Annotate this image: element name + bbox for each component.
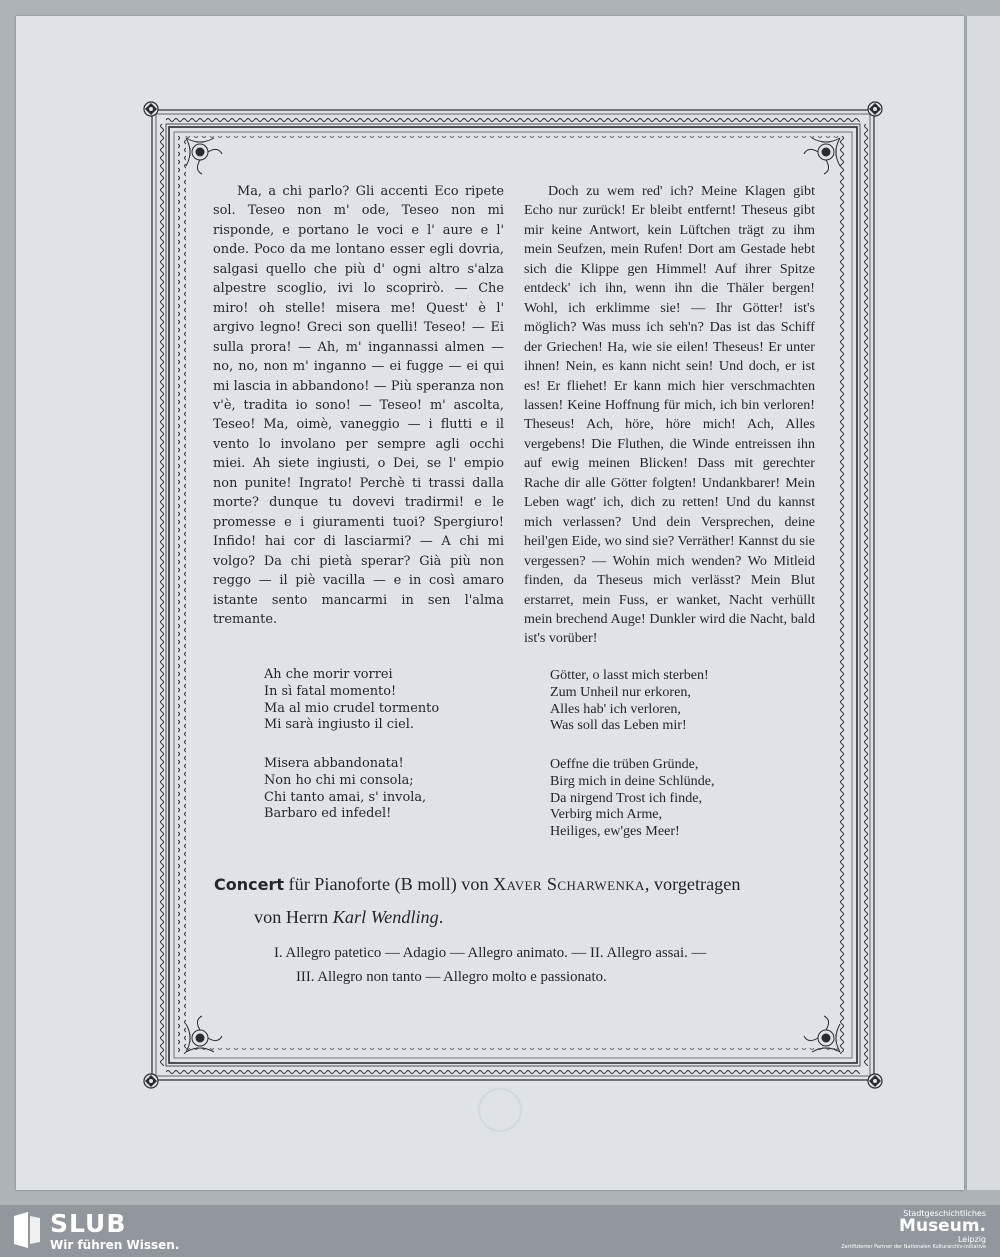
verse-line: Alles hab' ich verloren, xyxy=(550,700,681,717)
concert-description: für Pianoforte (B moll) von xyxy=(288,874,489,894)
german-aria-stanza-2 xyxy=(550,756,715,840)
verse-line: Zum Unheil nur erkoren, xyxy=(550,683,691,700)
verse-line: Oeffne die trüben Gründe, xyxy=(550,756,699,772)
concert-verb: , vorgetragen xyxy=(644,874,741,894)
movements-line-2: III. Allegro non tanto — Allegro molto e passionato. xyxy=(296,969,607,985)
verse-line: Da nirgend Trost ich finde, xyxy=(550,789,703,806)
library-tagline: Wir führen Wissen. xyxy=(50,1238,180,1252)
verse-line: Ma al mio crudel tormento xyxy=(264,700,440,716)
slub-logo-icon xyxy=(12,1212,42,1248)
concert-word: Concert xyxy=(214,875,284,894)
museum-note: Zertifizierter Partner der Nationalen Kulturarchiv-Initiative xyxy=(841,1244,986,1250)
italian-recitative-text: Ma, a chi parlo? Gli accenti Eco ripete sol. Teseo non m' ode, Teseo non mi risponde, e portano le voci e l' aure e l' onde. Poco da me lontano esser egli dovria, salgasi quello che più d' ogni altro s'alza alpestre scoglio, ivi lo scoprirò. — Che miro! oh stelle! misera me! Quest' è l' argivo legno! Greci son quelli! Teseo! — Ei sulla prora! — Ah, m' ingannassi almen — no, no, non m' inganno — ei fugge — ei qui mi lascia in abbandono! — Più speranza non v'è, tradita io sono! — Teseo! m' ascolta, Teseo! Ma, oimè, vaneggio — i flutti e il vento lo involano per sempre agli occhi miei. Ah siete ingiusti, o Dei, se l' empio non punite! Ingrato! Perchè ti trassi dalla morte? dunque tu dovevi tradirmi! e le promesse e i giuramenti tuoi? Spergiuro! Infido! hai cor di lasciarmi? — A chi mi volgo? Da chi pietà sperar? Già più non reggo — il piè vacilla — e in così amaro istante sento mancarmi in sen l'alma tremante. xyxy=(213,184,504,627)
library-name: SLUB xyxy=(50,1209,127,1238)
italian-aria-stanza-2 xyxy=(264,756,426,823)
verse-line: Chi tanto amai, s' invola, xyxy=(264,789,427,805)
verse-line: Mi sarà ingiusto il ciel. xyxy=(264,717,414,733)
italian-aria-stanza-1 xyxy=(264,667,439,734)
verse-line: Götter, o lasst mich sterben! xyxy=(550,667,709,683)
verse-line: Heiliges, ew'ges Meer! xyxy=(550,823,680,840)
verse-line: Was soll das Leben mir! xyxy=(550,717,687,734)
museum-name: Museum. xyxy=(899,1216,986,1236)
performer-name: Karl Wendling xyxy=(332,907,439,927)
performer-line xyxy=(214,901,818,934)
composer-name: Xaver Scharwenka xyxy=(493,874,645,894)
movements-list xyxy=(274,941,820,989)
verse-line: Non ho chi mi consola; xyxy=(264,772,414,788)
performer-prefix: von Herrn xyxy=(254,907,329,927)
concert-heading xyxy=(214,868,818,934)
museum-logo xyxy=(841,1209,986,1250)
movements-line-1: I. Allegro patetico — Adagio — Allegro animato. — II. Allegro assai. — xyxy=(274,945,707,961)
library-stamp xyxy=(478,1088,522,1132)
performer-period: . xyxy=(438,907,444,927)
verse-line: Birg mich in deine Schlünde, xyxy=(550,772,715,789)
adjacent-page-edge xyxy=(966,16,1000,1190)
verse-line: Misera abbandonata! xyxy=(264,756,404,771)
italian-recitative xyxy=(213,182,504,629)
footer-bar xyxy=(0,1205,1000,1257)
verse-line: In sì fatal momento! xyxy=(264,683,397,699)
german-recitative-text: Doch zu wem red' ich? Meine Klagen gibt Echo nur zurück! Er bleibt entfernt! Theseus gibt mir keine Antwort, kein Lüftchen trägt zu ihm mein Seufzen, mein Rufen! Dort am Gestade hebt sich die Klippe gen Himmel! Auf ihrer Spitze entdeck' ich ihn, wenn ihn die Thäler bergen! Wohl, ich erklimme sie! — Ihr Götter! ist's möglich? Was muss ich seh'n? Das ist das Schiff der Griechen! Ha, wie sie eilen! Theseus! Er unter ihnen! Nein, es kann nicht sein! Und doch, er ist es! Er fliehet! Er kann mich hier verschmachten lassen! Keine Hoffnung für mich, ich bin verloren! Theseus! Ach, höre, höre mich! Ach, Alles vergebens! Die Fluthen, die Winde entreissen ihn auf ewig meinen Blicken! Dass mit gerechter Rache dir alle Götter folgten! Undankbarer! Mein Leben wagt' ich, dich zu retten! Und du kannst mich verlassen? Und dein Versprechen, deine heil'gen Eide, wo sind sie? Verräther! Kannst du sie vergessen? — Wohin mich wenden? Wo Mitleid finden, da Theseus mich verlässt? Mein Blut erstarret, mein Fuss, er wanket, Nacht verhüllt mein brechend Auge! Dunkler wird die Nacht, bald ist's vorüber! xyxy=(524,183,815,647)
german-recitative xyxy=(524,182,815,649)
verse-line: Ah che morir vorrei xyxy=(264,667,393,682)
german-aria-stanza-1 xyxy=(550,667,709,734)
verse-line: Barbaro ed infedel! xyxy=(264,806,392,822)
museum-city: Leipzig xyxy=(957,1235,986,1244)
museum-line1: Stadtgeschichtliches xyxy=(903,1209,986,1218)
verse-line: Verbirg mich Arme, xyxy=(550,806,663,823)
